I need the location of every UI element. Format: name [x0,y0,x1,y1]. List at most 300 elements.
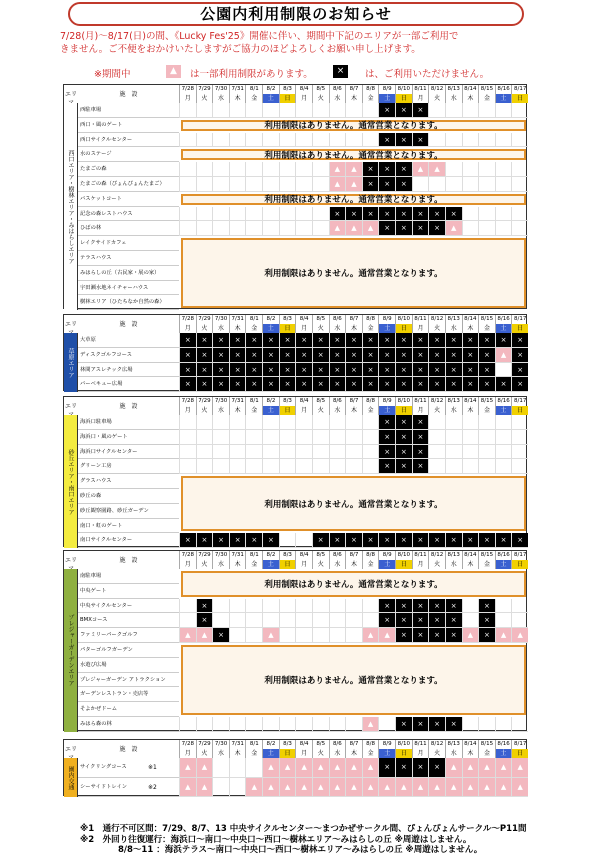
status-cell [295,445,312,460]
date-header: 8/9 [378,397,395,406]
date-header: 7/30 [212,397,229,406]
status-cell [428,430,445,445]
weekday-header: 火 [312,406,329,415]
status-cell [445,459,462,474]
weekday-header: 月 [412,560,429,569]
status-cell [345,459,362,474]
legend-period: ※期間中 [94,69,131,80]
status-cell [362,459,379,474]
status-cell: × [196,599,213,614]
facility-name: バスケットコート [78,192,179,207]
status-cell: × [412,377,429,392]
status-cell: × [212,333,229,348]
status-cell [212,221,229,236]
status-cell: × [229,377,246,392]
status-cell [245,207,262,222]
status-cell [495,430,512,445]
status-cell [295,599,312,614]
status-cell: ▲ [511,758,528,778]
date-header: 8/17 [511,740,528,749]
no-restriction-banner: 利用制限はありません。通常営業となります。 [181,149,526,160]
status-cell: × [229,348,246,363]
status-cell [229,717,246,732]
weekday-header: 土 [262,749,279,758]
status-cell [279,430,296,445]
status-cell [362,103,379,118]
status-cell [196,162,213,177]
status-cell: × [462,363,479,378]
status-cell: × [445,333,462,348]
facility-name: みはら森の林 [78,717,179,732]
weekday-header: 月 [412,406,429,415]
status-cell [478,430,495,445]
status-cell [329,415,346,430]
weekday-header: 金 [478,324,495,333]
facility-name: 海浜口サイクルセンター [78,445,179,460]
date-header: 7/31 [229,397,246,406]
status-cell: ▲ [462,778,479,798]
status-cell [196,221,213,236]
status-cell: × [462,533,479,548]
facility-name: 海浜口駐車場 [78,415,179,430]
status-cell: × [212,533,229,548]
status-cell [345,415,362,430]
status-cell [196,415,213,430]
status-cell: × [395,758,412,778]
area-label: 西口エリア・樹林エリア・みはらしエリア [64,103,78,310]
legend-partial-swatch: ▲ [166,65,181,78]
status-cell: × [395,415,412,430]
weekday-header: 金 [362,406,379,415]
status-cell: ▲ [445,221,462,236]
intro-text [60,30,550,56]
status-cell [212,162,229,177]
weekday-header: 金 [362,749,379,758]
status-cell: × [196,533,213,548]
status-cell [196,177,213,192]
weekday-header: 火 [196,560,213,569]
status-cell: ▲ [462,758,479,778]
status-cell: ▲ [345,221,362,236]
no-restriction-banner: 利用制限はありません。通常営業となります。 [181,476,526,531]
status-cell [245,103,262,118]
weekday-header: 金 [478,560,495,569]
status-cell [362,599,379,614]
date-header: 8/14 [462,551,479,560]
weekday-header: 木 [462,406,479,415]
status-cell: × [262,377,279,392]
date-header: 8/7 [345,740,362,749]
status-cell: ▲ [511,628,528,643]
status-cell: × [262,348,279,363]
status-cell [212,133,229,148]
status-cell [179,133,196,148]
date-header: 8/7 [345,315,362,324]
status-cell [229,459,246,474]
date-header: 8/17 [511,397,528,406]
status-cell: ▲ [245,778,262,798]
status-cell: × [445,599,462,614]
status-cell: ▲ [295,758,312,778]
status-cell: × [179,363,196,378]
weekday-header: 金 [478,749,495,758]
status-cell [511,133,528,148]
date-header: 7/29 [196,397,213,406]
status-cell [262,162,279,177]
status-cell [295,459,312,474]
weekday-header: 月 [295,406,312,415]
status-cell: × [478,363,495,378]
facility-name: プレジャーガーデン アトラクション [78,673,179,688]
status-cell: ▲ [295,778,312,798]
status-cell: × [179,348,196,363]
weekday-header: 火 [312,324,329,333]
date-header: 8/17 [511,551,528,560]
header-area: エリ [64,321,77,328]
status-cell [511,717,528,732]
status-cell: × [196,348,213,363]
status-cell: × [378,758,395,778]
status-cell [312,613,329,628]
no-restriction-banner: 利用制限はありません。通常営業となります。 [181,194,526,205]
status-cell: ▲ [345,758,362,778]
status-cell [312,717,329,732]
status-cell: × [462,333,479,348]
date-header: 8/9 [378,315,395,324]
status-cell [495,459,512,474]
date-header: 7/31 [229,551,246,560]
status-cell: × [329,348,346,363]
status-cell [245,162,262,177]
status-cell [262,133,279,148]
status-cell [179,717,196,732]
status-cell: × [428,221,445,236]
status-cell: × [511,363,528,378]
date-header: 8/13 [445,740,462,749]
date-header: 8/13 [445,315,462,324]
status-cell [511,221,528,236]
status-cell [229,207,246,222]
weekday-header: 水 [445,560,462,569]
status-cell [495,613,512,628]
facility-name: 宇田瀬水地ネイチャーハウス [78,281,179,296]
status-cell [279,133,296,148]
date-header: 8/12 [428,551,445,560]
legend-closed-text: は、ご利用いただけません。 [365,69,490,80]
date-header: 8/14 [462,315,479,324]
status-cell: × [295,377,312,392]
status-cell: × [345,533,362,548]
weekday-header: 水 [329,324,346,333]
date-header: 8/7 [345,85,362,94]
status-cell: × [511,377,528,392]
status-cell: × [329,377,346,392]
weekday-header: 土 [378,560,395,569]
date-header: 8/5 [312,397,329,406]
weekday-header: 火 [312,560,329,569]
date-header: 8/6 [329,740,346,749]
status-cell [445,133,462,148]
date-header: 7/29 [196,315,213,324]
status-cell: ▲ [462,628,479,643]
status-cell: × [362,333,379,348]
facility-name: 林間アスレチック広場 [78,363,179,378]
status-cell: ▲ [279,758,296,778]
status-cell: × [412,613,429,628]
status-cell [495,103,512,118]
status-cell [279,628,296,643]
status-cell: × [345,377,362,392]
status-cell [295,177,312,192]
status-cell: × [245,377,262,392]
weekday-header: 木 [229,560,246,569]
facility-name: シーサイドトレイン [78,778,179,798]
status-cell: × [412,363,429,378]
no-restriction-banner: 利用制限はありません。通常営業となります。 [181,238,526,308]
status-cell [212,415,229,430]
weekday-header: 木 [462,749,479,758]
status-cell [295,613,312,628]
status-cell: × [295,333,312,348]
date-header: 8/12 [428,397,445,406]
date-header: 8/3 [279,551,296,560]
weekday-header: 水 [445,749,462,758]
status-cell [495,599,512,614]
status-cell: ▲ [345,162,362,177]
weekday-header: 月 [412,324,429,333]
status-cell [279,221,296,236]
status-cell [262,415,279,430]
legend-partial-text: は一部利用制限があります。 [190,69,313,80]
status-cell [495,415,512,430]
status-cell [428,133,445,148]
date-header: 8/12 [428,85,445,94]
status-cell [229,758,246,778]
status-cell: ▲ [478,778,495,798]
status-cell [196,207,213,222]
weekday-header: 火 [428,324,445,333]
status-cell [245,177,262,192]
status-cell: ▲ [495,758,512,778]
weekday-header: 木 [345,324,362,333]
status-cell: × [212,377,229,392]
footnote-1: ※1 通行不可区間：7/29、8/7、13 中央サイクルセンター～まつかぜサークル間、ぴょんぴょんサークル～P11間 [80,824,527,834]
status-cell [295,628,312,643]
facility-name: グラスハウス [78,474,179,489]
date-header: 8/2 [262,85,279,94]
status-cell: × [445,717,462,732]
weekday-header: 月 [412,749,429,758]
schedule-table [63,739,527,796]
status-cell [279,445,296,460]
status-cell [262,207,279,222]
legend-closed-swatch: × [333,65,348,78]
status-cell [495,221,512,236]
date-header: 8/10 [395,315,412,324]
weekday-header: 水 [212,94,229,103]
date-header: 7/28 [179,85,196,94]
status-cell: × [412,717,429,732]
status-cell [229,599,246,614]
status-cell: × [412,599,429,614]
date-header: 8/4 [295,740,312,749]
status-cell [229,162,246,177]
status-cell: × [395,103,412,118]
status-cell: × [478,333,495,348]
status-cell [495,717,512,732]
status-cell: × [395,533,412,548]
status-cell [245,717,262,732]
status-cell: × [412,430,429,445]
status-cell: × [196,363,213,378]
weekday-header: 木 [229,749,246,758]
status-cell: × [378,613,395,628]
header-area: エリ [64,91,77,98]
status-cell: × [362,533,379,548]
weekday-header: 火 [196,749,213,758]
weekday-header: 日 [395,406,412,415]
status-cell: × [412,445,429,460]
date-header: 8/16 [495,315,512,324]
weekday-header: 火 [428,94,445,103]
status-cell [495,162,512,177]
status-cell: ▲ [329,758,346,778]
status-cell [312,445,329,460]
status-cell: × [412,533,429,548]
status-cell [196,133,213,148]
status-cell: ▲ [262,628,279,643]
status-cell: × [395,207,412,222]
status-cell [229,103,246,118]
status-cell: ▲ [196,628,213,643]
date-header: 7/28 [179,315,196,324]
facility-name: 西駐車場 [78,103,179,118]
status-cell: × [279,333,296,348]
status-cell [312,628,329,643]
status-cell: × [445,613,462,628]
status-cell: × [478,613,495,628]
weekday-header: 火 [196,324,213,333]
status-cell: × [378,333,395,348]
weekday-header: 金 [245,324,262,333]
status-cell [262,221,279,236]
weekday-header: 水 [329,749,346,758]
status-cell [212,778,229,798]
status-cell: ▲ [262,758,279,778]
status-cell: × [395,348,412,363]
header-area: エリ [64,403,77,410]
weekday-header: 火 [428,749,445,758]
status-cell: × [495,377,512,392]
facility-name: テラスハウス [78,251,179,266]
date-header: 8/5 [312,740,329,749]
date-header: 7/31 [229,740,246,749]
status-cell: × [378,177,395,192]
date-header: 8/13 [445,85,462,94]
date-header: 8/9 [378,740,395,749]
status-cell [196,459,213,474]
status-cell: × [196,333,213,348]
status-cell: × [395,628,412,643]
status-cell [478,717,495,732]
weekday-header: 水 [445,324,462,333]
facility-name: ファミリーパークゴルフ [78,628,179,643]
weekday-header: 金 [245,406,262,415]
date-header: 7/28 [179,740,196,749]
facility-name: 記念の森レストハウス [78,207,179,222]
weekday-header: 日 [279,560,296,569]
schedule-table [63,84,527,309]
status-cell [329,430,346,445]
status-cell: × [212,628,229,643]
status-cell: ▲ [445,758,462,778]
status-cell [362,133,379,148]
status-cell [478,221,495,236]
facility-name: 西口サイクルセンター [78,133,179,148]
facility-name: 南口・虹のゲート [78,519,179,534]
weekday-header: 日 [511,94,528,103]
status-cell [312,430,329,445]
status-cell: × [412,207,429,222]
status-cell: ▲ [428,778,445,798]
status-cell [295,207,312,222]
facility-name: 南駐車場 [78,569,179,584]
status-cell: × [395,133,412,148]
date-header: 8/8 [362,85,379,94]
status-cell: × [212,363,229,378]
status-cell: ▲ [445,778,462,798]
status-cell: × [428,207,445,222]
status-cell: × [478,377,495,392]
status-cell: × [279,363,296,378]
status-cell [229,613,246,628]
status-cell [378,717,395,732]
weekday-header: 土 [262,560,279,569]
status-cell [245,758,262,778]
status-cell [345,103,362,118]
date-header: 8/9 [378,551,395,560]
date-header: 8/16 [495,740,512,749]
weekday-header: 月 [412,94,429,103]
status-cell: ▲ [362,717,379,732]
no-restriction-banner: 利用制限はありません。通常営業となります。 [181,571,526,597]
date-header: 8/6 [329,397,346,406]
status-cell [511,445,528,460]
status-cell [462,133,479,148]
status-cell: × [428,717,445,732]
weekday-header: 月 [179,749,196,758]
weekday-header: 金 [362,324,379,333]
status-cell [329,717,346,732]
status-cell: × [428,363,445,378]
date-header: 8/6 [329,551,346,560]
weekday-header: 日 [511,560,528,569]
status-cell [312,459,329,474]
status-cell [179,177,196,192]
status-cell [212,717,229,732]
status-cell: × [279,348,296,363]
status-cell: ▲ [362,778,379,798]
status-cell: × [395,459,412,474]
status-cell [262,599,279,614]
date-header: 7/31 [229,85,246,94]
status-cell [212,613,229,628]
weekday-header: 木 [462,324,479,333]
facility-name: 大草原 [78,333,179,348]
date-header: 8/9 [378,85,395,94]
date-header: 8/17 [511,85,528,94]
status-cell: ▲ [412,162,429,177]
